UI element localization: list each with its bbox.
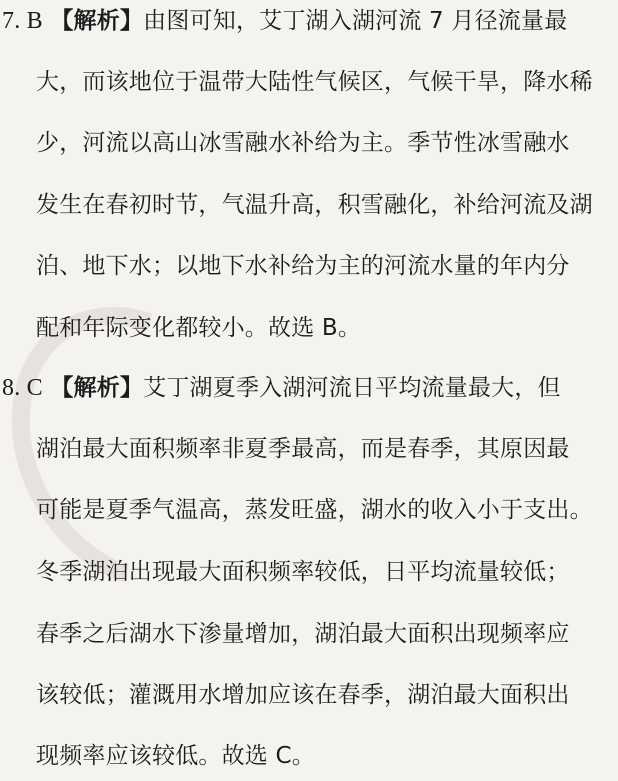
q8-analysis-tag: 【解析】 [50,375,144,401]
q8-line-6: 该较低；灌溉用水增加应该在春季，湖泊最大面积出 [36,682,570,708]
q8-line-2: 湖泊最大面积频率非夏季最高，而是春季，其原因最 [36,436,570,462]
q8-first-line [2,373,561,403]
q8-line-5: 春季之后湖水下渗量增加，湖泊最大面积出现频率应 [36,621,570,647]
q7-line-4: 发生在春初时节，气温升高，积雪融化，补给河流及湖 [36,192,593,218]
q7-analysis-tag: 【解析】 [50,8,144,34]
q8-line-3: 可能是夏季气温高，蒸发旺盛，湖水的收入小于支出。 [36,497,593,523]
q7-first-line [2,6,567,36]
q8-line-7: 现频率应该较低。故选 C。 [36,743,315,769]
q7-line-1: 由图可知，艾丁湖入湖河流 7 月径流量最 [143,8,568,34]
q7-line-2: 大，而该地位于温带大陆性气候区，气候干旱，降水稀 [36,69,593,95]
q7-line-5: 泊、地下水；以地下水补给为主的河流水量的年内分 [36,253,570,279]
q7-number: 7. B [2,8,43,34]
q8-line-4: 冬季湖泊出现最大面积频率较低，日平均流量较低； [36,559,570,585]
q8-line-1: 艾丁湖夏季入湖河流日平均流量最大，但 [143,375,561,401]
q7-line-3: 少，河流以高山冰雪融水补给为主。季节性冰雪融水 [36,130,570,156]
q7-line-6: 配和年际变化都较小。故选 B。 [36,315,362,341]
q8-number: 8. C [2,375,43,401]
